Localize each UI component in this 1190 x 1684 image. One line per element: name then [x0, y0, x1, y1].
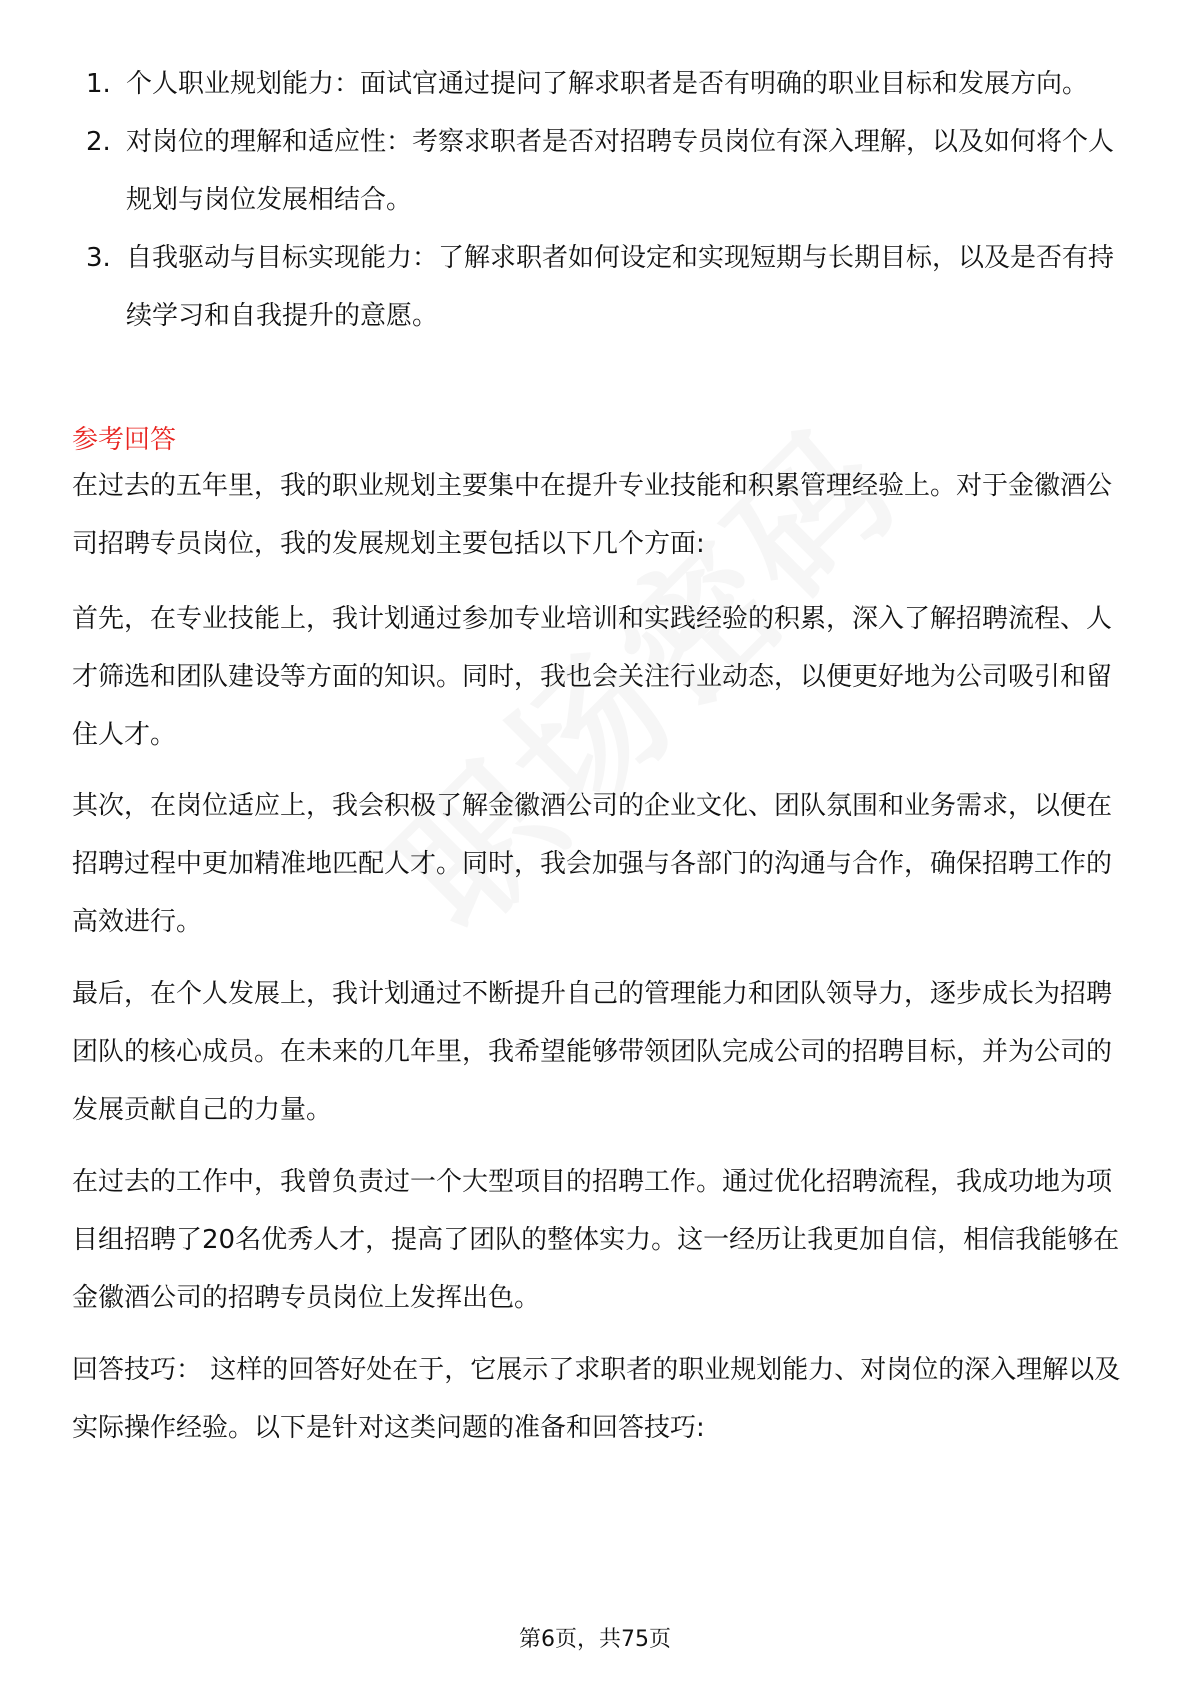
list-item: [72, 229, 1132, 345]
paragraph: 在过去的工作中，我曾负责过一个大型项目的招聘工作。通过优化招聘流程，我成功地为项目组招聘了20名优秀人才，提高了团队的整体实力。这一经历让我更加自信，相信我能够在金徽酒公司的招聘专员岗位上发挥出色。: [72, 1167, 1120, 1313]
list-item-text: 个人职业规划能力：面试官通过提问了解求职者是否有明确的职业目标和发展方向。: [126, 69, 1089, 99]
list-item: [72, 55, 1132, 113]
list-item: [72, 113, 1132, 229]
paragraph: 回答技巧： 这样的回答好处在于，它展示了求职者的职业规划能力、对岗位的深入理解以及实际操作经验。以下是针对这类问题的准备和回答技巧:: [72, 1355, 1121, 1443]
list-number: 2.: [86, 127, 111, 157]
reference-answer-heading: 参考回答: [72, 425, 177, 455]
list-item-text: 自我驱动与目标实现能力：了解求职者如何设定和实现短期与长期目标，以及是否有持续学习和自我提升的意愿。: [126, 243, 1115, 331]
paragraph-block: [72, 1153, 1132, 1327]
list-number: 3.: [86, 243, 111, 273]
paragraph: 在过去的五年里，我的职业规划主要集中在提升专业技能和积累管理经验上。对于金徽酒公司招聘专员岗位，我的发展规划主要包括以下几个方面:: [72, 471, 1113, 559]
paragraph-block: [72, 777, 1132, 951]
paragraph: 首先，在专业技能上，我计划通过参加专业培训和实践经验的积累，深入了解招聘流程、人才筛选和团队建设等方面的知识。同时，我也会关注行业动态，以便更好地为公司吸引和留住人才。: [72, 604, 1113, 750]
paragraph-block: [72, 457, 1132, 573]
paragraph: 最后，在个人发展上，我计划通过不断提升自己的管理能力和团队领导力，逐步成长为招聘团队的核心成员。在未来的几年里，我希望能够带领团队完成公司的招聘目标，并为公司的发展贡献自己的力量。: [72, 979, 1113, 1125]
page-footer: 第6页，共75页: [519, 1627, 671, 1652]
list-number: 1.: [86, 69, 111, 99]
list-item-text: 对岗位的理解和适应性：考察求职者是否对招聘专员岗位有深入理解，以及如何将个人规划与岗位发展相结合。: [126, 127, 1115, 215]
paragraph-block: [72, 1341, 1132, 1457]
paragraph-block: [72, 965, 1132, 1139]
criteria-list: [72, 55, 1132, 345]
paragraph: 其次，在岗位适应上，我会积极了解金徽酒公司的企业文化、团队氛围和业务需求，以便在招聘过程中更加精准地匹配人才。同时，我会加强与各部门的沟通与合作，确保招聘工作的高效进行。: [72, 791, 1113, 937]
paragraph-block: [72, 590, 1132, 764]
